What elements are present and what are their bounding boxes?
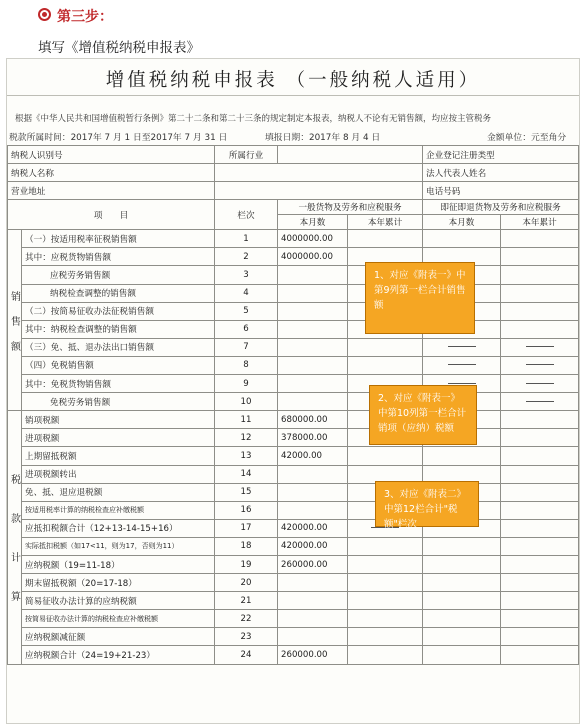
form-rows: [8, 230, 579, 664]
row-refund-amount[interactable]: [423, 537, 501, 555]
row-line-number: 19: [215, 555, 278, 573]
row-month-amount[interactable]: [278, 574, 348, 592]
row-year-amount[interactable]: [348, 356, 423, 374]
table-row: [8, 248, 579, 266]
row-item: 纳税检查调整的销售额: [22, 284, 215, 302]
callout-note: 3、对应《附表二》中第12栏合计"税额"栏次: [375, 481, 479, 527]
row-refund-amount[interactable]: [501, 465, 579, 483]
legal-rep-label: 法人代表人姓名: [423, 164, 579, 182]
row-item: 应纳税额合计（24=19+21-23）: [22, 646, 215, 664]
row-line-number: 11: [215, 411, 278, 429]
row-line-number: 15: [215, 483, 278, 501]
industry-value[interactable]: [278, 146, 423, 164]
dash-mark: [526, 364, 554, 365]
section-char: 款: [11, 514, 21, 526]
dash-mark: [448, 383, 476, 384]
header-general: 一般货物及劳务和应税服务: [278, 200, 423, 215]
row-refund-amount[interactable]: [501, 302, 579, 320]
row-line-number: 12: [215, 429, 278, 447]
row-line-number: 1: [215, 230, 278, 248]
row-month-amount[interactable]: [278, 302, 348, 320]
row-item: 其中：免税货物销售额: [22, 375, 215, 393]
section-char: 计: [11, 553, 21, 565]
row-item: （二）按简易征收办法征税销售额: [22, 302, 215, 320]
header-year: 本年累计: [501, 215, 579, 230]
row-year-amount[interactable]: [348, 230, 423, 248]
row-item: 上期留抵税额: [22, 447, 215, 465]
row-item: （三）免、抵、退办法出口销售额: [22, 338, 215, 356]
header-row: [8, 200, 579, 215]
row-year-amount[interactable]: [348, 447, 423, 465]
table-row: [8, 537, 579, 555]
table-row: [8, 628, 579, 646]
row-refund-amount[interactable]: [423, 592, 501, 610]
header-line: 栏次: [215, 200, 278, 230]
row-item: 应税劳务销售额: [22, 266, 215, 284]
section-char: 算: [11, 592, 21, 604]
row-refund-amount[interactable]: [501, 338, 579, 356]
table-row: [8, 230, 579, 248]
row-refund-amount[interactable]: [501, 483, 579, 501]
row-month-amount[interactable]: [278, 592, 348, 610]
row-line-number: 3: [215, 266, 278, 284]
row-line-number: 6: [215, 320, 278, 338]
row-item: 其中：纳税检查调整的销售额: [22, 320, 215, 338]
row-line-number: 2: [215, 248, 278, 266]
header-month: 本月数: [423, 215, 501, 230]
row-line-number: 4: [215, 284, 278, 302]
row-refund-amount[interactable]: [501, 610, 579, 628]
taxpayer-name-value[interactable]: [215, 164, 423, 182]
row-refund-amount[interactable]: [501, 447, 579, 465]
row-month-amount[interactable]: [278, 338, 348, 356]
table-row: [8, 393, 579, 411]
step-heading: [38, 6, 113, 26]
row-year-amount[interactable]: [348, 610, 423, 628]
callout-note: 2、对应《附表一》中第10列第一栏合计销项（应纳）税额: [369, 385, 477, 445]
info-row: [8, 164, 579, 182]
row-month-amount[interactable]: 420000.00: [278, 537, 348, 555]
header-month: 本月数: [278, 215, 348, 230]
row-month-amount[interactable]: [278, 483, 348, 501]
row-item: 进项税额: [22, 429, 215, 447]
row-year-amount[interactable]: [348, 646, 423, 664]
row-refund-amount[interactable]: [501, 284, 579, 302]
info-row: [8, 182, 579, 200]
table-row: [8, 592, 579, 610]
callout-note: 1、对应《附表一》中第9列第一栏合计销售额: [365, 262, 475, 334]
row-refund-amount[interactable]: [423, 574, 501, 592]
row-month-amount[interactable]: 4000000.00: [278, 230, 348, 248]
row-line-number: 7: [215, 338, 278, 356]
form-title: 增值税纳税申报表 （一般纳税人适用）: [105, 70, 481, 91]
row-refund-amount[interactable]: [423, 555, 501, 573]
address-label: 营业地址: [8, 182, 215, 200]
dash-mark: [448, 364, 476, 365]
row-refund-amount[interactable]: [501, 320, 579, 338]
table-row: [8, 646, 579, 664]
row-year-amount[interactable]: [348, 338, 423, 356]
row-year-amount[interactable]: [348, 628, 423, 646]
row-refund-amount[interactable]: [501, 230, 579, 248]
address-value[interactable]: [215, 182, 423, 200]
row-line-number: 23: [215, 628, 278, 646]
section-char: 税: [11, 475, 21, 487]
table-row: [8, 320, 579, 338]
row-item: （四）免税销售额: [22, 356, 215, 374]
row-month-amount[interactable]: [278, 284, 348, 302]
row-refund-amount[interactable]: [423, 356, 501, 374]
info-row: [8, 146, 579, 164]
row-line-number: 5: [215, 302, 278, 320]
header-refund: 即征即退货物及劳务和应税服务: [423, 200, 579, 215]
row-item: 简易征收办法计算的应纳税额: [22, 592, 215, 610]
bullet-icon: [38, 8, 51, 21]
form-table: [7, 145, 579, 665]
row-refund-amount[interactable]: [423, 610, 501, 628]
row-year-amount[interactable]: [348, 592, 423, 610]
row-item: 应纳税额减征额: [22, 628, 215, 646]
row-item: （一）按适用税率征税销售额: [22, 230, 215, 248]
step-subtitle: 填写《增值税纳税申报表》: [38, 40, 200, 56]
table-row: [8, 519, 579, 537]
row-line-number: 13: [215, 447, 278, 465]
row-line-number: 24: [215, 646, 278, 664]
row-refund-amount[interactable]: [501, 537, 579, 555]
row-month-amount[interactable]: [278, 266, 348, 284]
row-month-amount[interactable]: 42000.00: [278, 447, 348, 465]
tax-return-form: [6, 58, 580, 724]
row-refund-amount[interactable]: [501, 628, 579, 646]
row-item: 应纳税额（19=11-18）: [22, 555, 215, 573]
row-refund-amount[interactable]: [501, 411, 579, 429]
table-row: [8, 266, 579, 284]
section-sales: [8, 230, 22, 411]
row-line-number: 8: [215, 356, 278, 374]
row-line-number: 14: [215, 465, 278, 483]
row-item: 按适用税率计算的纳税检查应补缴税额: [22, 501, 215, 519]
row-year-amount[interactable]: [348, 555, 423, 573]
row-refund-amount[interactable]: [501, 375, 579, 393]
taxpayer-id-label: 纳税人识别号: [8, 146, 215, 164]
row-month-amount[interactable]: 260000.00: [278, 646, 348, 664]
table-row: [8, 302, 579, 320]
title-divider: [7, 95, 579, 96]
row-month-amount[interactable]: [278, 628, 348, 646]
row-month-amount[interactable]: [278, 356, 348, 374]
row-month-amount[interactable]: 4000000.00: [278, 248, 348, 266]
dash-mark: [526, 346, 554, 347]
header-item: 项 目: [8, 200, 215, 230]
row-refund-amount[interactable]: [423, 628, 501, 646]
row-month-amount[interactable]: [278, 320, 348, 338]
table-row: [8, 465, 579, 483]
table-row: [8, 574, 579, 592]
row-refund-amount[interactable]: [501, 393, 579, 411]
section-char: 销: [11, 291, 21, 303]
row-refund-amount[interactable]: [423, 230, 501, 248]
table-row: [8, 555, 579, 573]
row-line-number: 9: [215, 375, 278, 393]
section-tax: [8, 411, 22, 664]
row-refund-amount[interactable]: [423, 447, 501, 465]
row-item: 按简易征收办法计算的纳税检查应补缴税额: [22, 610, 215, 628]
section-char: 售: [11, 316, 21, 328]
row-refund-amount[interactable]: [501, 266, 579, 284]
row-item: 进项税额转出: [22, 465, 215, 483]
table-row: [8, 501, 579, 519]
row-item: 期末留抵税额（20=17-18）: [22, 574, 215, 592]
dash-mark: [448, 346, 476, 347]
table-row: [8, 284, 579, 302]
row-month-amount[interactable]: 260000.00: [278, 555, 348, 573]
table-row: [8, 429, 579, 447]
table-row: [8, 483, 579, 501]
form-basis-text: 根据《中华人民共和国增值税暂行条例》第二十二条和第二十三条的规定制定本报表，纳税人不论有无销售额，均应按主管税务: [15, 114, 492, 124]
row-month-amount[interactable]: 378000.00: [278, 429, 348, 447]
phone-label: 电话号码: [423, 182, 579, 200]
step-label: 第三步：: [57, 9, 113, 25]
table-row: [8, 375, 579, 393]
row-refund-amount[interactable]: [501, 555, 579, 573]
row-month-amount[interactable]: 420000.00: [278, 519, 348, 537]
section-char: 额: [11, 341, 21, 353]
header-year: 本年累计: [348, 215, 423, 230]
row-line-number: 18: [215, 537, 278, 555]
row-month-amount[interactable]: [278, 375, 348, 393]
row-refund-amount[interactable]: [501, 429, 579, 447]
dash-mark: [526, 383, 554, 384]
row-refund-amount[interactable]: [501, 592, 579, 610]
row-refund-amount[interactable]: [501, 501, 579, 519]
industry-label: 所属行业: [215, 146, 278, 164]
table-row: [8, 447, 579, 465]
row-line-number: 10: [215, 393, 278, 411]
amount-unit: 金额单位：元至角分: [487, 133, 567, 143]
row-month-amount[interactable]: [278, 393, 348, 411]
row-refund-amount[interactable]: [501, 356, 579, 374]
tax-period: 税款所属时间：2017年 7 月 1 日至2017年 7 月 31 日: [9, 133, 228, 143]
row-month-amount[interactable]: 680000.00: [278, 411, 348, 429]
row-month-amount[interactable]: [278, 610, 348, 628]
row-refund-amount[interactable]: [501, 646, 579, 664]
table-row: [8, 411, 579, 429]
row-refund-amount[interactable]: [423, 646, 501, 664]
table-row: [8, 356, 579, 374]
row-line-number: 22: [215, 610, 278, 628]
row-item: 销项税额: [22, 411, 215, 429]
row-line-number: 17: [215, 519, 278, 537]
row-item: 其中：应税货物销售额: [22, 248, 215, 266]
reg-type-label: 企业登记注册类型: [423, 146, 579, 164]
row-month-amount[interactable]: [278, 465, 348, 483]
row-item: 免税劳务销售额: [22, 393, 215, 411]
row-refund-amount[interactable]: [501, 248, 579, 266]
table-row: [8, 338, 579, 356]
row-line-number: 16: [215, 501, 278, 519]
row-item: 免、抵、退应退税额: [22, 483, 215, 501]
row-refund-amount[interactable]: [501, 519, 579, 537]
row-item: 应抵扣税额合计（12+13-14-15+16）: [22, 519, 215, 537]
row-item: 实际抵扣税额（如17<11，则为17，否则为11）: [22, 537, 215, 555]
table-row: [8, 610, 579, 628]
fill-date: 填报日期：2017年 8 月 4 日: [265, 133, 381, 143]
taxpayer-name-label: 纳税人名称: [8, 164, 215, 182]
row-year-amount[interactable]: [348, 574, 423, 592]
row-line-number: 21: [215, 592, 278, 610]
row-month-amount[interactable]: [278, 501, 348, 519]
row-line-number: 20: [215, 574, 278, 592]
row-refund-amount[interactable]: [423, 338, 501, 356]
row-refund-amount[interactable]: [501, 574, 579, 592]
dash-mark: [526, 401, 554, 402]
row-year-amount[interactable]: [348, 537, 423, 555]
